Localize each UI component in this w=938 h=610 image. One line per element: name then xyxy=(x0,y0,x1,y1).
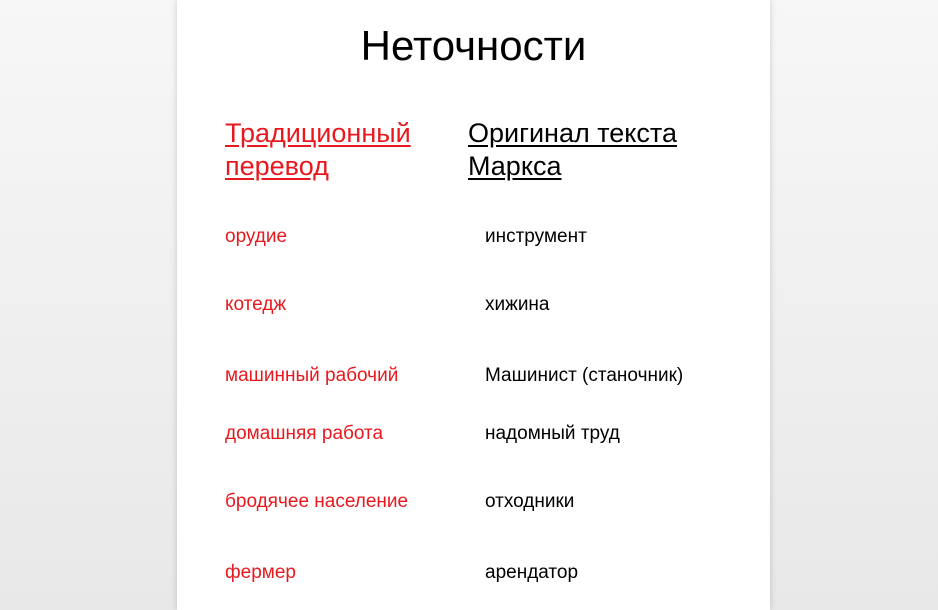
original-term: отходники xyxy=(485,491,575,512)
traditional-term: фермер xyxy=(225,562,296,583)
traditional-term: машинный рабочий xyxy=(225,365,399,386)
original-term: инструмент xyxy=(485,226,587,247)
traditional-term: домашняя работа xyxy=(225,423,384,444)
traditional-term: бродячее население xyxy=(225,491,409,512)
traditional-term: котедж xyxy=(225,294,287,315)
original-term: арендатор xyxy=(485,562,579,583)
original-term: хижина xyxy=(485,294,550,315)
column-header-traditional: Традиционный перевод xyxy=(225,118,411,181)
slide-title: Неточности xyxy=(360,22,587,69)
column-header-original: Оригинал текста Маркса xyxy=(468,118,677,181)
original-term: Машинист (станочник) xyxy=(485,365,684,386)
slide xyxy=(177,0,770,610)
traditional-term: орудие xyxy=(225,226,288,247)
original-term: надомный труд xyxy=(485,423,620,444)
